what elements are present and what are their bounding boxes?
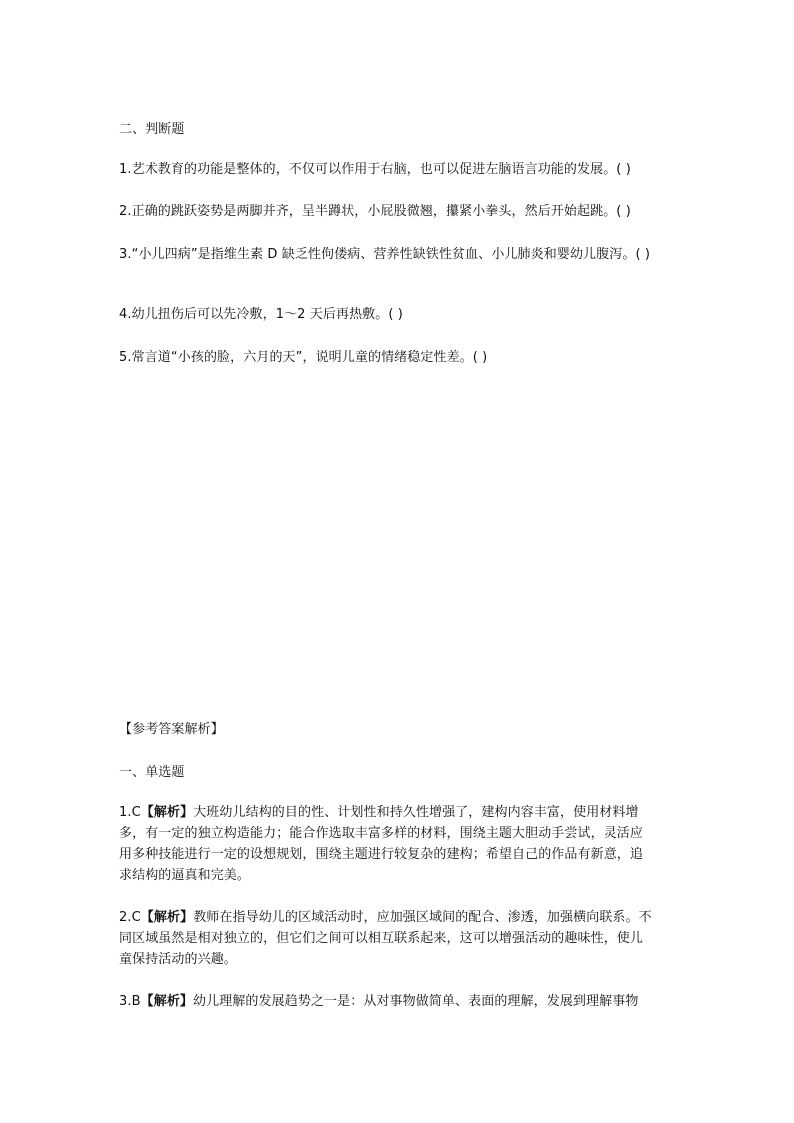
answer-item-1 [119, 802, 654, 886]
judgement-item-3: 3.“小儿四病”是指维生素 D 缺乏性佝偻病、营养性缺铁性贫血、小儿肺炎和婴幼儿腹泻。( ) [119, 247, 651, 262]
analysis-text: 大班幼儿结构的目的性、计划性和持久性增强了，建构内容丰富，使用材料增多，有一定的独立构造能力；能合作选取丰富多样的材料，围绕主题大胆动手尝试，灵活应用多种技能进行一定的设想规划，围绕主题进行较复杂的建构；希望自己的作品有新意，追求结构的逼真和完美。 [119, 805, 644, 883]
analysis-tag: 【解析】 [140, 910, 194, 925]
answer-item-3 [119, 991, 654, 1012]
answer-number: 3.B [119, 994, 141, 1009]
answer-item-2 [119, 907, 654, 970]
section-title-judgement: 二、判断题 [119, 122, 185, 137]
analysis-tag: 【解析】 [140, 994, 194, 1009]
answer-section-title: 【参考答案解析】 [119, 722, 224, 737]
judgement-item-4: 4.幼儿扭伤后可以先冷敷，1～2 天后再热敷。( ) [119, 307, 403, 322]
analysis-tag: 【解析】 [140, 805, 194, 820]
analysis-text: 幼儿理解的发展趋势之一是：从对事物做简单、表面的理解，发展到理解事物 [193, 994, 639, 1009]
judgement-item-1: 1.艺术教育的功能是整体的，不仅可以作用于右脑，也可以促进左脑语言功能的发展。( ) [119, 162, 631, 177]
judgement-item-5: 5.常言道“小孩的脸，六月的天”，说明儿童的情绪稳定性差。( ) [119, 350, 488, 365]
analysis-text: 教师在指导幼儿的区域活动时，应加强区域间的配合、渗透，加强横向联系。不同区域虽然是相对独立的，但它们之间可以相互联系起来，这可以增强活动的趣味性，使儿童保持活动的兴趣。 [119, 910, 652, 967]
answer-number: 2.C [119, 910, 141, 925]
judgement-item-2: 2.正确的跳跃姿势是两脚并齐，呈半蹲状，小屁股微翘，攥紧小拳头，然后开始起跳。( ) [119, 204, 631, 219]
answer-number: 1.C [119, 805, 141, 820]
answer-subtitle: 一、单选题 [119, 765, 185, 780]
